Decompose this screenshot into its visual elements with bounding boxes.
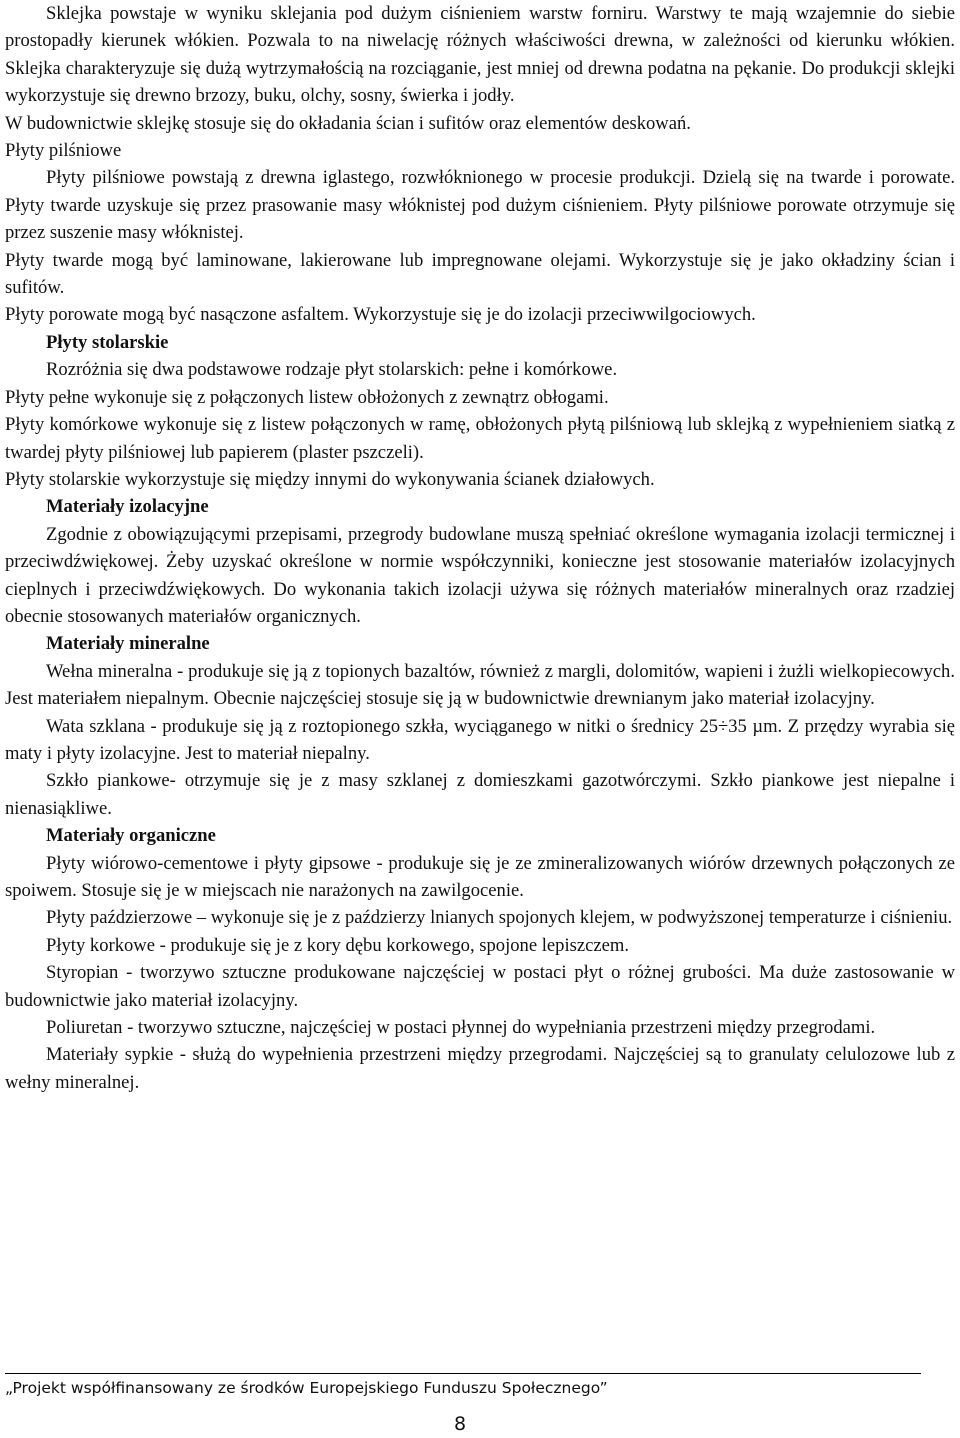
paragraph-sklejka-usage: W budownictwie sklejkę stosuje się do okładania ścian i sufitów oraz elementów deskowań. xyxy=(5,112,691,134)
paragraph-izolacyjne: Zgodnie z obowiązującymi przepisami, przegrody budowlane muszą spełniać określone wymagania izolacji termicznej i przeciwdźwiękowej. Żeby uzyskać określone w normie współczynniki, konieczne jest stosowanie materiałów izolacyjnych cieplnych i przeciwdźwiękowych. Do wykonania takich izolacji używa się różnych materiałów mineralnych oraz rzadziej obecnie stosowanych materiałów organicznych. xyxy=(5,523,955,627)
paragraph-stolarskie-usage: Płyty stolarskie wykorzystuje się między innymi do wykonywania ścianek działowych. xyxy=(5,468,655,490)
paragraph-poliuretan: Poliuretan - tworzywo sztuczne, najczęściej w postaci płynnej do wypełniania przestrzeni między przegrodami. xyxy=(46,1017,876,1039)
heading-plyty-pilsniowe: Płyty pilśniowe xyxy=(5,140,122,162)
paragraph-materialy-sypkie: Materiały sypkie - służą do wypełnienia przestrzeni między przegrodami. Najczęściej są to granulaty celulozowe lub z wełny mineralnej. xyxy=(5,1044,955,1093)
paragraph-pelne: Płyty pełne wykonuje się z połączonych listew obłożonych z zewnątrz obłogami. xyxy=(5,386,609,408)
paragraph-wiorowo-cementowe: Płyty wiórowo-cementowe i płyty gipsowe - produkuje się je ze zmineralizowanych wiórów drzewnych połączonych ze spoiwem. Stosuje się je w miejscach nie narażonych na zawilgocenie. xyxy=(5,852,955,901)
paragraph-porowate: Płyty porowate mogą być nasączone asfaltem. Wykorzystuje się je do izolacji przeciwwilgociowych. xyxy=(5,304,756,326)
paragraph-stolarskie-types: Rozróżnia się dwa podstawowe rodzaje płyt stolarskich: pełne i komórkowe. xyxy=(46,359,618,381)
paragraph-komorkowe: Płyty komórkowe wykonuje się z listew połączonych w ramę, obłożonych płytą pilśniową lub sklejką z wypełnieniem siatką z twardej płyty pilśniowej lub papierem (plaster pszczeli). xyxy=(5,414,955,463)
footer-divider xyxy=(5,1373,921,1374)
paragraph-szklo-piankowe: Szkło piankowe- otrzymuje się je z masy szklanej z domieszkami gazotwórczymi. Szkło piankowe jest niepalne i nienasiąkliwe. xyxy=(5,770,955,819)
paragraph-wata-szklana: Wata szklana - produkuje się ją z roztopionego szkła, wyciąganego w nitki o średnicy 25÷35 µm. Z przędzy wyrabia się maty i płyty izolacyjne. Jest to materiał niepalny. xyxy=(5,715,955,764)
heading-materialy-izolacyjne: Materiały izolacyjne xyxy=(46,496,209,518)
paragraph-twarde: Płyty twarde mogą być laminowane, lakierowane lub impregnowane olejami. Wykorzystuje się je jako okładziny ścian i sufitów. xyxy=(5,249,955,299)
paragraph-pazdzierzowe: Płyty paździerzowe – wykonuje się je z paździerzy lnianych spojonych klejem, w podwyższonej temperaturze i ciśnieniu. xyxy=(46,907,953,929)
footer-note: „Projekt współfinansowany ze środków Europejskiego Funduszu Społecznego” xyxy=(5,1379,608,1397)
paragraph-welna-mineralna: Wełna mineralna - produkuje się ją z topionych bazaltów, również z margli, dolomitów, wapieni i żużli wielkopiecowych. Jest materiałem niepalnym. Obecnie najczęściej stosuje się ją w budownictwie drewnianym jako materiał izolacyjny. xyxy=(5,660,955,710)
paragraph-sklejka: Sklejka powstaje w wyniku sklejania pod dużym ciśnieniem warstw forniru. Warstwy te mają wzajemnie do siebie prostopadły kierunek włókien. Pozwala to na niwelację różnych właściwości drewna, w zależności od kierunku włókien. Sklejka charakteryzuje się dużą wytrzymałością na rozciąganie, jest mniej od drewna podatna na pękanie. Do produkcji sklejki wykorzystuje się drewno brzozy, buku, olchy, sosny, świerka i jodły. xyxy=(5,3,955,107)
paragraph-pilsniowe: Płyty pilśniowe powstają z drewna iglastego, rozwłóknionego w procesie produkcji. Dzielą się na twarde i porowate. Płyty twarde uzyskuje się przez prasowanie masy włóknistej pod dużym ciśnieniem. Płyty pilśniowe porowate otrzymuje się przez suszenie masy włóknistej. xyxy=(5,167,955,244)
heading-materialy-organiczne: Materiały organiczne xyxy=(46,825,216,847)
paragraph-styropian: Styropian - tworzywo sztuczne produkowane najczęściej w postaci płyt o różnej grubości. Ma duże zastosowanie w budownictwie jako materiał izolacyjny. xyxy=(5,962,955,1011)
heading-plyty-stolarskie: Płyty stolarskie xyxy=(46,331,169,353)
document-body xyxy=(5,0,955,1096)
paragraph-korkowe: Płyty korkowe - produkuje się je z kory dębu korkowego, spojone lepiszczem. xyxy=(46,934,629,956)
heading-materialy-mineralne: Materiały mineralne xyxy=(46,633,210,655)
page-number: 8 xyxy=(453,1413,467,1435)
